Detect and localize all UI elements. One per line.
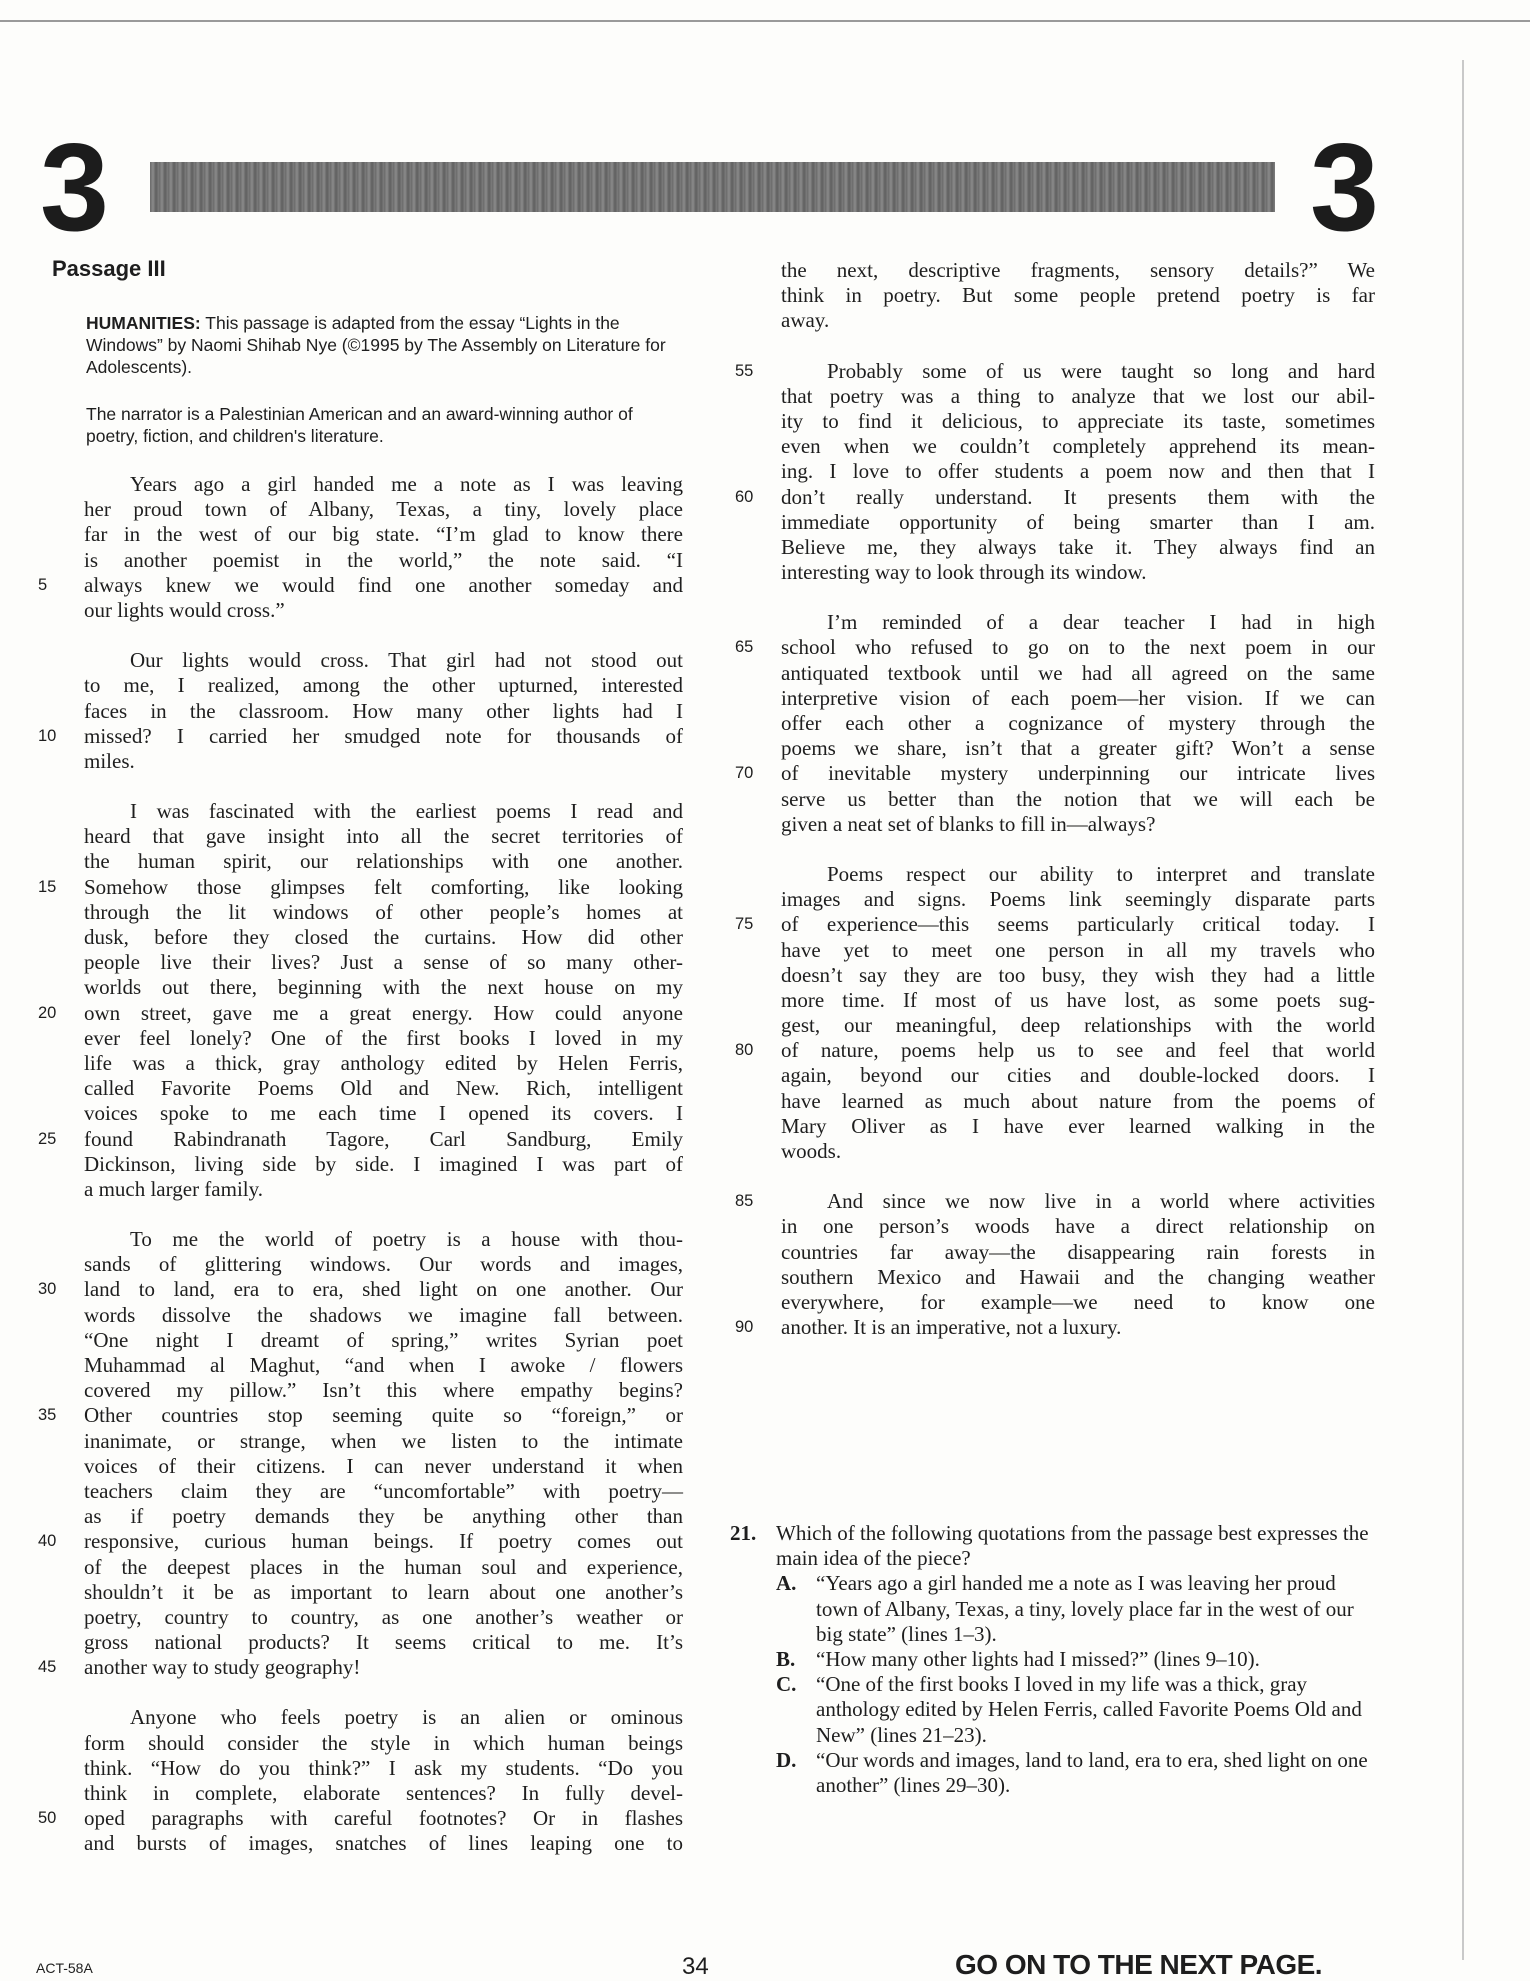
page-number: 34 <box>682 1953 709 1980</box>
passage-line <box>38 1051 683 1076</box>
passage-label: Passage III <box>52 256 166 281</box>
line-text: a much larger family. <box>84 1176 264 1201</box>
passage-line <box>38 975 683 1000</box>
passage-line <box>38 875 683 900</box>
line-text: woods. <box>781 1139 842 1163</box>
line-text: as if poetry demands they be anything other than <box>84 1504 683 1529</box>
line-text: Believe me, they always take it. They always find an <box>781 534 1375 559</box>
line-text: called Favorite Poems Old and New. Rich, intelligent <box>84 1076 683 1101</box>
top-rule <box>0 20 1530 22</box>
line-text: Other countries stop seeming quite so “foreign,” or <box>84 1403 683 1428</box>
line-text: covered my pillow.” Isn’t this where empathy begins? <box>84 1378 683 1403</box>
passage-line <box>38 1756 683 1781</box>
source-label: HUMANITIES: <box>86 313 201 333</box>
line-text: that poetry was a thing to analyze that we lost our abil- <box>781 383 1375 408</box>
passage-line <box>38 1529 683 1554</box>
passage-line <box>38 1429 683 1454</box>
passage-line <box>735 485 1375 510</box>
line-text: worlds out there, beginning with the next house on my <box>84 975 683 1000</box>
line-text: words dissolve the shadows we imagine fall between. <box>84 1302 683 1327</box>
passage-column-left <box>38 472 683 1857</box>
question-21 <box>730 1521 1375 1798</box>
line-number: 25 <box>38 1129 57 1148</box>
passage-line <box>38 548 683 573</box>
passage-line <box>38 1152 683 1177</box>
passage-line <box>735 1265 1375 1290</box>
line-number: 85 <box>735 1192 754 1211</box>
passage-line <box>38 749 683 774</box>
binding-edge <box>1462 60 1464 1960</box>
passage-line <box>735 1189 1375 1214</box>
passage-line <box>38 1731 683 1756</box>
answer-option-d[interactable] <box>776 1748 1375 1798</box>
line-text: poetry, country to country, as one another’s weather or <box>84 1604 683 1629</box>
line-text: voices spoke to me each time I opened its covers. I <box>84 1101 683 1126</box>
passage-line <box>735 459 1375 484</box>
line-text: interesting way to look through its window. <box>781 560 1147 585</box>
line-text: the next, descriptive fragments, sensory details?” We <box>781 258 1375 282</box>
line-text: own street, gave me a great energy. How could anyone <box>84 1000 683 1025</box>
passage-line <box>735 409 1375 434</box>
passage-line <box>38 472 683 497</box>
passage-column-right <box>735 258 1375 1340</box>
line-number: 55 <box>735 361 754 380</box>
option-text: “One of the first books I loved in my life was a thick, gray anthology edited by Helen Ferris, called Favorite Poems Old and New” (lines 21–23). <box>816 1672 1362 1747</box>
line-text: more time. If most of us have lost, as some poets sug- <box>781 987 1375 1012</box>
option-letter: A. <box>776 1571 797 1596</box>
line-text: Probably some of us were taught so long and hard <box>827 358 1375 383</box>
line-text: To me the world of poetry is a house with thou- <box>130 1227 683 1252</box>
passage-line <box>735 1240 1375 1265</box>
line-text: think in complete, elaborate sentences? In fully devel- <box>84 1781 683 1805</box>
line-text: ing. I love to offer students a poem now and then that I <box>781 459 1375 484</box>
line-text: have learned as much about nature from the poems of <box>781 1088 1375 1113</box>
line-text: gest, our meaningful, deep relationships with the world <box>781 1013 1375 1038</box>
passage-line <box>38 1353 683 1378</box>
line-text: countries far away—the disappearing rain forests in <box>781 1239 1375 1264</box>
line-text: even when we couldn’t completely apprehend its mean- <box>781 434 1375 459</box>
passage-line <box>735 1315 1375 1340</box>
passage-line <box>735 1038 1375 1063</box>
line-text: inanimate, or strange, when we listen to the intimate <box>84 1428 683 1453</box>
line-text: to me, I realized, among the other upturned, interested <box>84 673 683 698</box>
line-text: people live their lives? Just a sense of so many other- <box>84 950 683 975</box>
passage-line <box>38 1277 683 1302</box>
line-text: land to land, era to era, shed light on one another. Our <box>84 1277 683 1302</box>
line-text: found Rabindranath Tagore, Carl Sandburg, Emily <box>84 1126 683 1151</box>
passage-line <box>38 1403 683 1428</box>
paragraph-gap <box>735 1164 1375 1189</box>
passage-line <box>38 799 683 824</box>
passage-line <box>735 988 1375 1013</box>
passage-line <box>38 824 683 849</box>
paragraph-gap <box>38 623 683 648</box>
line-text: Muhammad al Maghut, “and when I awoke / flowers <box>84 1353 683 1377</box>
line-text: heard that gave insight into all the secret territories of <box>84 824 683 849</box>
line-text: is another poemist in the world,” the note said. “I <box>84 547 683 572</box>
passage-line <box>38 699 683 724</box>
line-number: 90 <box>735 1318 754 1337</box>
line-text: again, beyond our cities and double-locked doors. I <box>781 1063 1375 1088</box>
passage-line <box>38 1831 683 1856</box>
option-text: “How many other lights had I missed?” (lines 9–10). <box>816 1647 1260 1672</box>
line-text: antiquated textbook until we had all agreed on the same <box>781 660 1375 685</box>
passage-line <box>735 258 1375 283</box>
line-text: given a neat set of blanks to fill in—always? <box>781 811 1156 836</box>
passage-line <box>38 1479 683 1504</box>
passage-line <box>735 686 1375 711</box>
passage-line <box>38 1328 683 1353</box>
passage-line <box>38 950 683 975</box>
passage-line <box>735 535 1375 560</box>
passage-line <box>735 736 1375 761</box>
line-text: images and signs. Poems link seemingly disparate parts <box>781 887 1375 912</box>
line-text: I was fascinated with the earliest poems I read and <box>130 799 683 824</box>
line-text: voices of their citizens. I can never understand it when <box>84 1453 683 1478</box>
paragraph-gap <box>38 1680 683 1705</box>
line-text: immediate opportunity of being smarter than I am. <box>781 509 1375 534</box>
line-number: 40 <box>38 1532 57 1551</box>
line-text: Our lights would cross. That girl had not stood out <box>130 648 683 673</box>
passage-line <box>735 963 1375 988</box>
line-text: of inevitable mystery underpinning our intricate lives <box>781 761 1375 786</box>
line-number: 50 <box>38 1809 57 1828</box>
line-text: another. It is an imperative, not a luxury. <box>781 1315 1122 1340</box>
passage-line <box>38 1378 683 1403</box>
passage-line <box>38 1555 683 1580</box>
passage-line <box>38 522 683 547</box>
line-number: 80 <box>735 1041 754 1060</box>
source-text: This passage is adapted from the essay “Lights in the Windows” by Naomi Shihab Nye (©1995 by The Assembly on Literature for Adolescents). <box>86 313 666 377</box>
line-text: through the lit windows of other people’s homes at <box>84 899 683 924</box>
passage-line <box>735 1139 1375 1164</box>
passage-line <box>38 1580 683 1605</box>
form-code: ACT-58A <box>36 1960 93 1976</box>
line-text: ity to find it delicious, to appreciate its taste, sometimes <box>781 408 1375 433</box>
passage-line <box>38 497 683 522</box>
line-text: another way to study geography! <box>84 1655 361 1680</box>
line-text: I’m reminded of a dear teacher I had in high <box>827 610 1375 635</box>
passage-line <box>38 724 683 749</box>
passage-line <box>38 1303 683 1328</box>
line-text: offer each other a cognizance of mystery through the <box>781 711 1375 735</box>
line-text: ever feel lonely? One of the first books I loved in my <box>84 1025 683 1050</box>
passage-line <box>38 1177 683 1202</box>
passage-line <box>735 812 1375 837</box>
line-text: teachers claim they are “uncomfortable” with poetry— <box>84 1478 683 1503</box>
line-text: And since we now live in a world where activities <box>827 1189 1375 1214</box>
line-text: oped paragraphs with careful footnotes? Or in flashes <box>84 1806 683 1831</box>
passage-line <box>735 610 1375 635</box>
passage-line <box>38 573 683 598</box>
line-text: Mary Oliver as I have ever learned walking in the <box>781 1113 1375 1138</box>
option-letter: B. <box>776 1647 796 1672</box>
go-on-notice: GO ON TO THE NEXT PAGE. <box>955 1949 1323 1980</box>
answer-options <box>776 1571 1375 1798</box>
option-letter: C. <box>776 1672 797 1697</box>
paragraph-gap <box>735 837 1375 862</box>
passage-line <box>735 1290 1375 1315</box>
passage-line <box>38 1504 683 1529</box>
passage-line <box>38 900 683 925</box>
passage-line <box>735 1013 1375 1038</box>
line-text: life was a thick, gray anthology edited by Helen Ferris, <box>84 1050 683 1075</box>
passage-line <box>735 283 1375 308</box>
passage-line <box>735 308 1375 333</box>
line-number: 20 <box>38 1003 57 1022</box>
line-text: shouldn’t it be as important to learn about one another’s <box>84 1579 683 1604</box>
line-text: “One night I dreamt of spring,” writes Syrian poet <box>84 1327 683 1352</box>
line-text: doesn’t say they are too busy, they wish they had a little <box>781 962 1375 987</box>
paragraph-gap <box>38 1202 683 1227</box>
line-text: have yet to meet one person in all my travels who <box>781 937 1375 962</box>
passage-line <box>735 711 1375 736</box>
line-number: 30 <box>38 1280 57 1299</box>
answer-option-c[interactable] <box>776 1672 1375 1748</box>
line-text: Dickinson, living side by side. I imagined I was part of <box>84 1151 683 1176</box>
line-text: southern Mexico and Hawaii and the changing weather <box>781 1264 1375 1289</box>
line-number: 65 <box>735 638 754 657</box>
passage-line <box>38 1076 683 1101</box>
line-text: sands of glittering windows. Our words and images, <box>84 1252 683 1277</box>
line-number: 15 <box>38 877 57 896</box>
passage-line <box>38 1252 683 1277</box>
line-text: school who refused to go on to the next poem in our <box>781 635 1375 660</box>
line-text: of nature, poems help us to see and feel that world <box>781 1038 1375 1063</box>
passage-line <box>38 1781 683 1806</box>
line-text: interpretive vision of each poem—her vision. If we can <box>781 685 1375 710</box>
line-text: poems we share, isn’t that a greater gift? Won’t a sense <box>781 736 1375 761</box>
paragraph-gap <box>735 585 1375 610</box>
passage-line <box>38 925 683 950</box>
line-text: don’t really understand. It presents them with the <box>781 484 1375 509</box>
line-text: serve us better than the notion that we will each be <box>781 786 1375 811</box>
passage-line <box>38 1806 683 1831</box>
line-text: and bursts of images, snatches of lines leaping one to <box>84 1831 683 1856</box>
passage-line <box>735 787 1375 812</box>
passage-line <box>735 938 1375 963</box>
passage-line <box>38 1026 683 1051</box>
answer-option-b[interactable] <box>776 1647 1375 1672</box>
passage-line <box>735 434 1375 459</box>
passage-line <box>38 1705 683 1730</box>
passage-line <box>735 1089 1375 1114</box>
passage-line <box>38 1630 683 1655</box>
passage-line <box>735 761 1375 786</box>
passage-line <box>38 1454 683 1479</box>
paragraph-gap <box>38 774 683 799</box>
line-text: miles. <box>84 748 135 773</box>
option-text: “Years ago a girl handed me a note as I was leaving her proud town of Albany, Texas, a tiny, lovely place far in the west of our big state” (lines 1–3). <box>816 1571 1354 1646</box>
line-number: 35 <box>38 1406 57 1425</box>
line-number: 60 <box>735 487 754 506</box>
line-text: of experience—this seems particularly critical today. I <box>781 912 1375 937</box>
paragraph-gap <box>735 334 1375 359</box>
passage-line <box>38 849 683 874</box>
line-number: 45 <box>38 1658 57 1677</box>
line-text: Years ago a girl handed me a note as I was leaving <box>130 472 683 496</box>
passage-line <box>735 661 1375 686</box>
passage-line <box>735 510 1375 535</box>
line-text: everywhere, for example—we need to know one <box>781 1289 1375 1314</box>
option-text: “Our words and images, land to land, era to era, shed light on one another” (lines 29–30). <box>816 1747 1368 1798</box>
line-text: away. <box>781 308 830 333</box>
line-number: 70 <box>735 764 754 783</box>
passage-source <box>86 312 686 378</box>
passage-line <box>735 887 1375 912</box>
line-text: responsive, curious human beings. If poetry comes out <box>84 1529 683 1554</box>
line-number: 75 <box>735 915 754 934</box>
question-number: 21. <box>730 1521 757 1545</box>
passage-line <box>38 1227 683 1252</box>
passage-line <box>735 359 1375 384</box>
question-stem <box>730 1521 1375 1571</box>
line-text: of the deepest places in the human soul and experience, <box>84 1554 683 1579</box>
section-number-left: 3 <box>40 119 109 257</box>
passage-line <box>38 1605 683 1630</box>
line-text: faces in the classroom. How many other lights had I <box>84 698 683 723</box>
line-text: Somehow those glimpses felt comforting, like looking <box>84 874 683 899</box>
passage-line <box>735 1063 1375 1088</box>
passage-line <box>38 598 683 623</box>
passage-line <box>38 648 683 673</box>
passage-line <box>38 1001 683 1026</box>
passage-line <box>735 384 1375 409</box>
line-text: our lights would cross.” <box>84 597 285 622</box>
passage-line <box>735 560 1375 585</box>
line-text: in one person’s woods have a direct relationship on <box>781 1214 1375 1239</box>
line-text: missed? I carried her smudged note for thousands of <box>84 723 683 748</box>
passage-line <box>38 673 683 698</box>
passage-line <box>38 1101 683 1126</box>
line-text: dusk, before they closed the curtains. How did other <box>84 925 683 949</box>
line-text: her proud town of Albany, Texas, a tiny, lovely place <box>84 497 683 522</box>
line-text: the human spirit, our relationships with one another. <box>84 849 683 874</box>
line-number: 5 <box>38 575 48 594</box>
line-text: Poems respect our ability to interpret and translate <box>827 861 1375 886</box>
line-text: far in the west of our big state. “I’m glad to know there <box>84 522 683 547</box>
line-text: think. “How do you think?” I ask my students. “Do you <box>84 1755 683 1780</box>
line-text: Anyone who feels poetry is an alien or ominous <box>130 1705 683 1730</box>
line-text: think in poetry. But some people pretend poetry is far <box>781 283 1375 308</box>
question-text: Which of the following quotations from the passage best expresses the main idea of the piece? <box>776 1521 1369 1571</box>
line-text: always knew we would find one another someday and <box>84 572 683 597</box>
passage-line <box>735 1214 1375 1239</box>
line-text: gross national products? It seems critical to me. It’s <box>84 1630 683 1655</box>
passage-line <box>735 1114 1375 1139</box>
passage-line <box>38 1127 683 1152</box>
author-note: The narrator is a Palestinian American and an award-winning author of poetry, fiction, and children's literature. <box>86 404 633 446</box>
section-number-right: 3 <box>1310 119 1379 257</box>
option-letter: D. <box>776 1747 797 1772</box>
passage-line <box>735 635 1375 660</box>
passage-line <box>735 912 1375 937</box>
line-text: form should consider the style in which human beings <box>84 1730 683 1755</box>
passage-line <box>735 862 1375 887</box>
passage-line <box>38 1655 683 1680</box>
line-number: 10 <box>38 726 57 745</box>
answer-option-a[interactable] <box>776 1571 1375 1647</box>
section-banner <box>150 162 1275 212</box>
